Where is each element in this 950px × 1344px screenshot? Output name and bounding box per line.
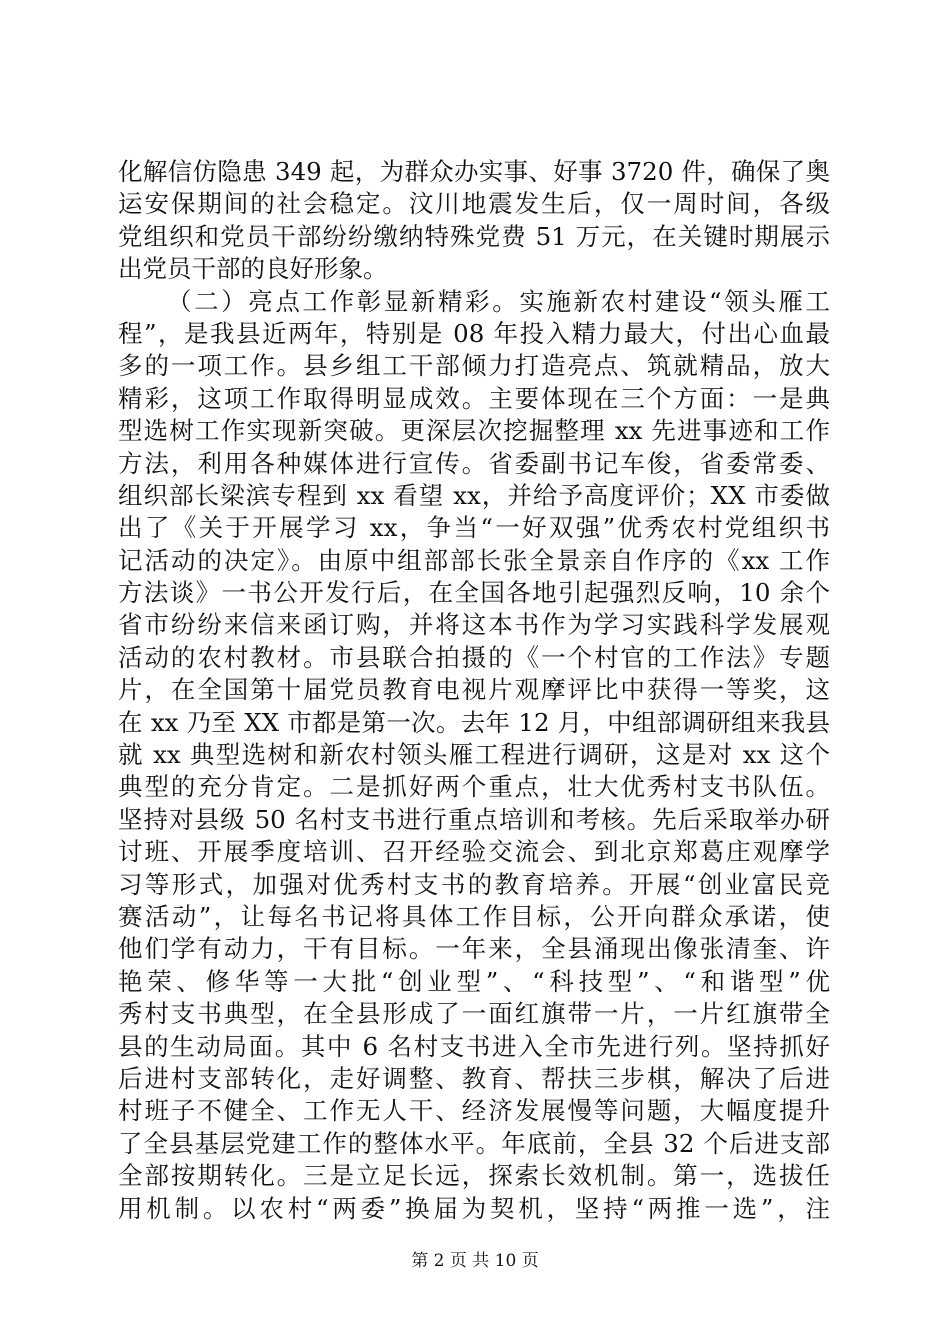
text-line: 讨班、开展季度培训、召开经验交流会、到北京郑葛庄观摩学 [118, 837, 830, 867]
text-line: 就 xx 典型选树和新农村领头雁工程进行调研，这是对 xx 这个 [118, 740, 830, 770]
text-line: 化解信仿隐患 349 起，为群众办实事、好事 3720 件，确保了奥 [118, 157, 830, 186]
text-line: 省市纷纷来信来函订购，并将这本书作为学习实践科学发展观 [118, 610, 830, 640]
text-line: 组织部长梁滨专程到 xx 看望 xx，并给予高度评价；XX 市委做 [118, 480, 830, 510]
text-line: 坚持对县级 50 名村支书进行重点培训和考核。先后采取举办研 [118, 804, 830, 834]
text-line: 村班子不健全、工作无人干、经济发展慢等问题，大幅度提升 [118, 1096, 830, 1126]
text-line: 用机制。以农村“两委”换届为契机，坚持“两推一选”，注 [118, 1193, 830, 1223]
text-line: 多的一项工作。县乡组工干部倾力打造亮点、筑就精品，放大 [118, 351, 830, 381]
text-line: 片，在全国第十届党员教育电视片观摩评比中获得一等奖，这 [118, 675, 830, 705]
text-line: 精彩，这项工作取得明显成效。主要体现在三个方面：一是典 [118, 383, 830, 413]
text-line: 习等形式，加强对优秀村支书的教育培养。开展“创业富民竞 [118, 869, 830, 899]
text-line: 型选树工作实现新突破。更深层次挖掘整理 xx 先进事迹和工作 [118, 416, 830, 446]
text-line: 全部按期转化。三是立足长远，探索长效机制。第一，选拔任 [118, 1161, 830, 1191]
text-line: 方法，利用各种媒体进行宣传。省委副书记车俊，省委常委、 [118, 448, 830, 478]
text-line: 活动的农村教材。市县联合拍摄的《一个村官的工作法》专题 [118, 642, 830, 672]
text-line: 县的生动局面。其中 6 名村支书进入全市先进行列。坚持抓好 [118, 1031, 830, 1061]
text-line: 程”，是我县近两年，特别是 08 年投入精力最大，付出心血最 [118, 318, 830, 348]
text-line: 出党员干部的良好形象。 [118, 254, 388, 284]
text-line: 秀村支书典型，在全县形成了一面红旗带一片，一片红旗带全 [118, 999, 830, 1029]
text-line: 艳荣、修华等一大批“创业型”、“科技型”、“和谐型”优 [118, 966, 830, 996]
text-line: 在 xx 乃至 XX 市都是第一次。去年 12 月，中组部调研组来我县 [118, 707, 830, 737]
text-line: 赛活动”，让每名书记将具体工作目标，公开向群众承诺，使 [118, 901, 830, 931]
body-text [118, 156, 830, 1225]
text-line: 方法谈》一书公开发行后，在全国各地引起强烈反响，10 余个 [118, 578, 830, 608]
text-line: 了全县基层党建工作的整体水平。年底前，全县 32 个后进支部 [118, 1128, 830, 1158]
text-line: 后进村支部转化，走好调整、教育、帮扶三步棋，解决了后进 [118, 1063, 830, 1093]
text-line: 党组织和党员干部纷纷缴纳特殊党费 51 万元，在关键时期展示 [118, 221, 830, 251]
text-line: 出了《关于开展学习 xx，争当“一好双强”优秀农村党组织书 [118, 513, 830, 543]
text-line: 典型的充分肯定。二是抓好两个重点，壮大优秀村支书队伍。 [118, 772, 830, 802]
text-line: 记活动的决定》。由原中组部部长张全景亲自作序的《xx 工作 [118, 545, 830, 575]
text-line: 运安保期间的社会稳定。汶川地震发生后，仅一周时间，各级 [118, 189, 830, 219]
page-footer: 第 2 页 共 10 页 [411, 1251, 539, 1271]
text-line: （二）亮点工作彰显新精彩。实施新农村建设“领头雁工 [167, 286, 830, 316]
text-line: 他们学有动力，干有目标。一年来，全县涌现出像张清奎、许 [118, 934, 830, 964]
